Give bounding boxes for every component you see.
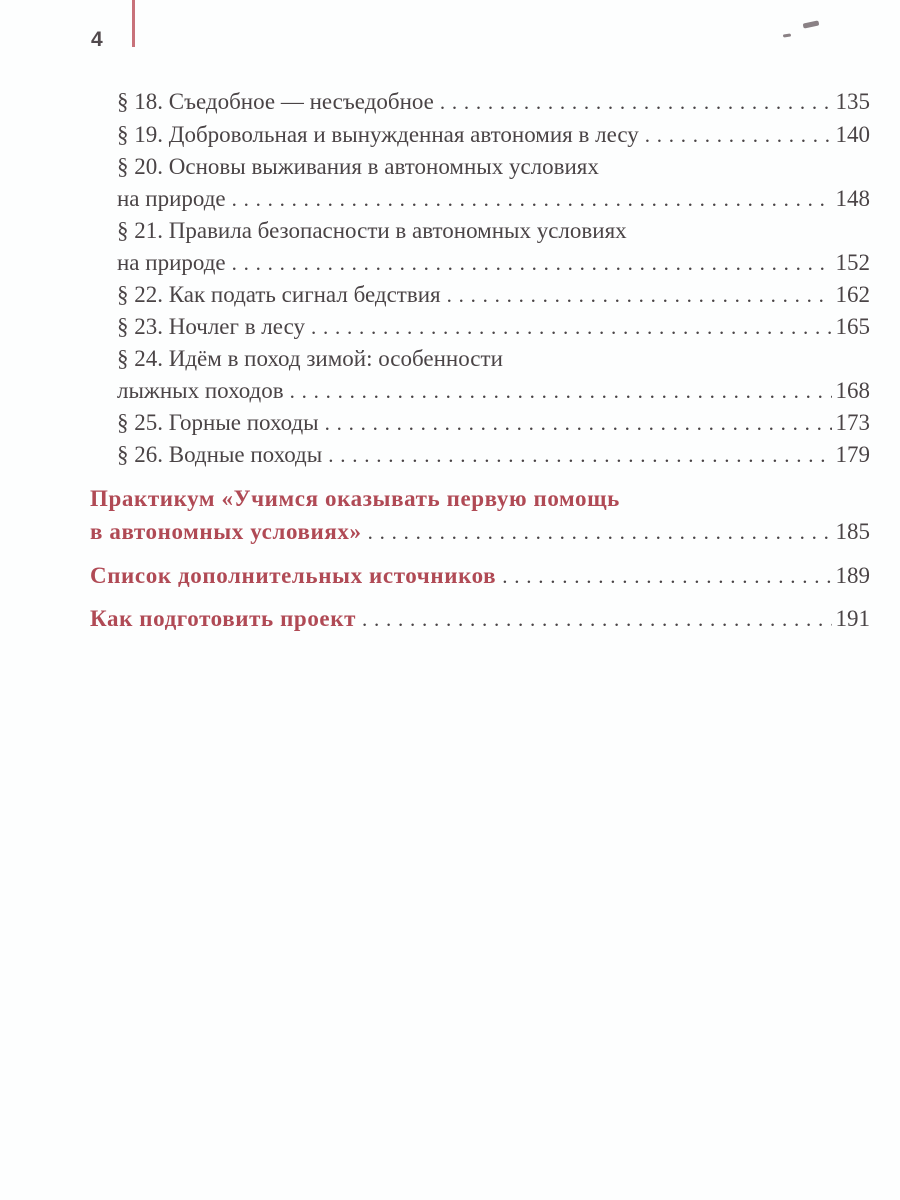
toc-entry-title: § 26. Водные походы (117, 442, 323, 467)
toc-entry-page: 162 (835, 282, 870, 307)
toc-entry-page: 152 (835, 250, 870, 275)
scan-speck (783, 33, 791, 37)
toc-entry-page: 173 (835, 410, 870, 435)
header-divider-rule (132, 0, 135, 47)
dot-leader (356, 603, 832, 635)
toc-entry-title: § 24. Идём в поход зимой: особенности (117, 346, 503, 371)
toc-entry-page: 179 (835, 442, 870, 467)
toc-entry-page: 140 (835, 122, 870, 147)
dot-leader (284, 375, 832, 407)
toc-entry-page: 168 (835, 378, 870, 403)
toc-entry-title: § 20. Основы выживания в автономных условиях (117, 154, 599, 179)
page-number: 4 (91, 28, 103, 51)
dot-leader (305, 311, 832, 343)
toc-entry-page: 148 (835, 186, 870, 211)
toc-entry-page: 165 (835, 314, 870, 339)
dot-leader (319, 407, 832, 439)
toc-entry-title: § 23. Ночлег в лесу (117, 314, 305, 339)
dot-leader (226, 183, 832, 215)
toc-entry-title-continued: на природе (117, 250, 226, 275)
toc-entry-title: § 19. Добровольная и вынужденная автономия в лесу (117, 122, 639, 147)
toc-entry-title-continued: лыжных походов (117, 378, 284, 403)
toc-section-page: 191 (835, 606, 870, 631)
dot-leader (639, 119, 832, 151)
toc-entry-title: § 18. Съедобное — несъедобное (117, 89, 434, 114)
toc-section-title-continued: в автономных условиях» (90, 519, 362, 544)
dot-leader (496, 560, 832, 592)
toc-section-title: Как подготовить проект (90, 606, 356, 631)
toc-entry-title-continued: на природе (117, 186, 226, 211)
toc-entry-title: § 25. Горные походы (117, 410, 319, 435)
dot-leader (441, 279, 832, 311)
toc-entry-page: 135 (835, 89, 870, 114)
dot-leader (226, 247, 832, 279)
toc-entry-title: § 22. Как подать сигнал бедствия (117, 282, 441, 307)
toc-section-title: Практикум «Учимся оказывать первую помощь (90, 486, 620, 511)
dot-leader (322, 439, 832, 471)
dot-leader (362, 516, 832, 548)
dot-leader (434, 86, 832, 118)
toc-section-page: 185 (835, 519, 870, 544)
toc-section-page: 189 (835, 563, 870, 588)
toc-section-title: Список дополнительных источников (90, 563, 497, 588)
scan-speck (803, 20, 820, 28)
toc-entry-title: § 21. Правила безопасности в автономных условиях (117, 218, 627, 243)
